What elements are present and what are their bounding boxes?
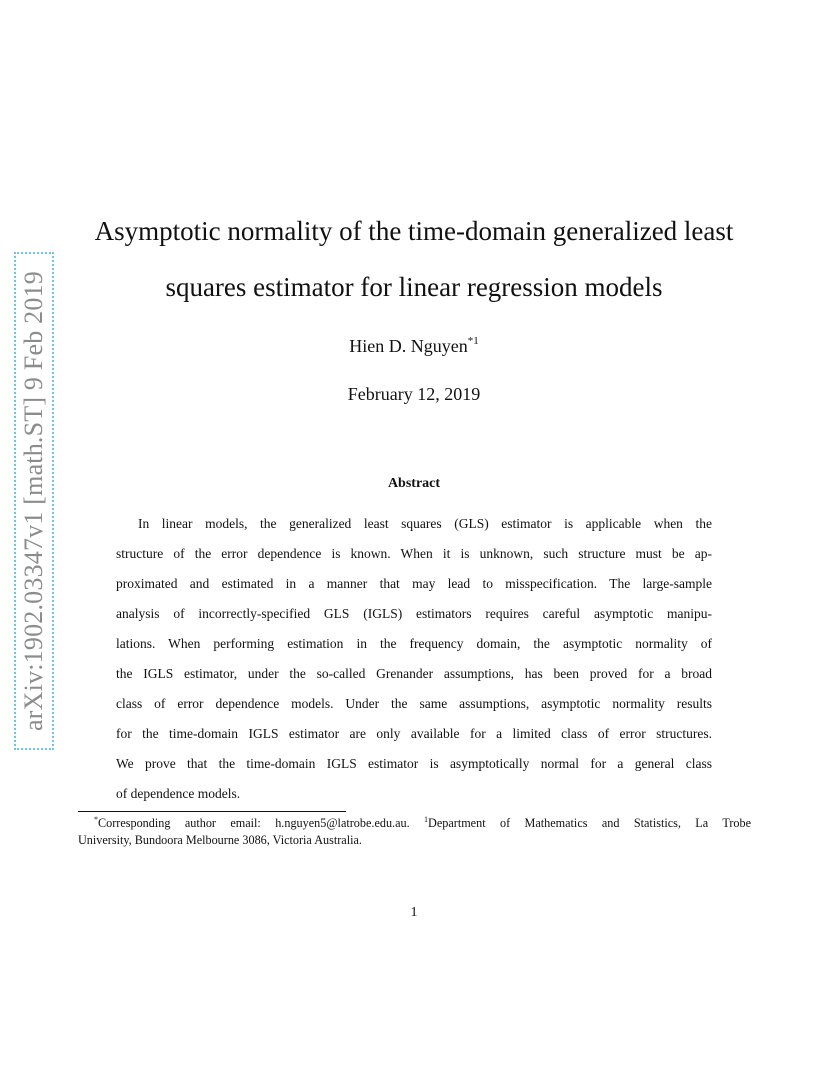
author-line <box>0 336 828 357</box>
abstract-line: class of error dependence models. Under the same assumptions, asymptotic normality results <box>116 696 712 711</box>
footnote-rule <box>78 811 346 812</box>
abstract-line: In linear models, the generalized least squares (GLS) estimator is applicable when the <box>138 516 712 531</box>
abstract-line: of dependence models. <box>116 786 241 801</box>
abstract-line: structure of the error dependence is known. When it is unknown, such structure must be ap- <box>116 546 712 561</box>
abstract-line: lations. When performing estimation in the frequency domain, the asymptotic normality of <box>116 636 712 651</box>
paper-date: February 12, 2019 <box>347 384 481 404</box>
page-number: 1 <box>410 905 418 920</box>
title-line-1: Asymptotic normality of the time-domain generalized least <box>94 216 734 246</box>
arxiv-identifier-text: arXiv:1902.03347v1 [math.ST] 9 Feb 2019 <box>19 271 48 731</box>
abstract-heading: Abstract <box>387 476 441 491</box>
abstract-line: the IGLS estimator, under the so-called Grenander assumptions, has been proved for a broad <box>116 666 712 681</box>
footnote <box>78 815 751 849</box>
title-line-2: squares estimator for linear regression models <box>165 272 663 302</box>
abstract-line: for the time-domain IGLS estimator are only available for a limited class of error structures. <box>116 726 712 741</box>
arxiv-identifier-stamp <box>14 252 54 750</box>
footnote-line-1 <box>78 815 751 832</box>
author-affiliation-marks: *1 <box>467 335 479 347</box>
footnote-one-mark: 1 <box>424 815 429 824</box>
affiliation-text: Department of Mathematics and Statistics, La Trobe <box>428 816 752 830</box>
footnote-line-2: University, Bundoora Melbourne 3086, Victoria Australia. <box>78 833 362 847</box>
paper-title <box>70 203 758 315</box>
author-name: Hien D. Nguyen <box>349 336 468 356</box>
corresponding-author-email: Corresponding author email: h.nguyen5@latrobe.edu.au. <box>98 816 410 830</box>
abstract-line: proximated and estimated in a manner that may lead to misspecification. The large-sample <box>116 576 712 591</box>
footnote-star-mark: * <box>94 815 98 824</box>
abstract-line: We prove that the time-domain IGLS estimator is asymptotically normal for a general class <box>116 756 712 771</box>
abstract-body <box>116 512 712 812</box>
abstract-line: analysis of incorrectly-specified GLS (IGLS) estimators requires careful asymptotic manipu- <box>116 606 712 621</box>
